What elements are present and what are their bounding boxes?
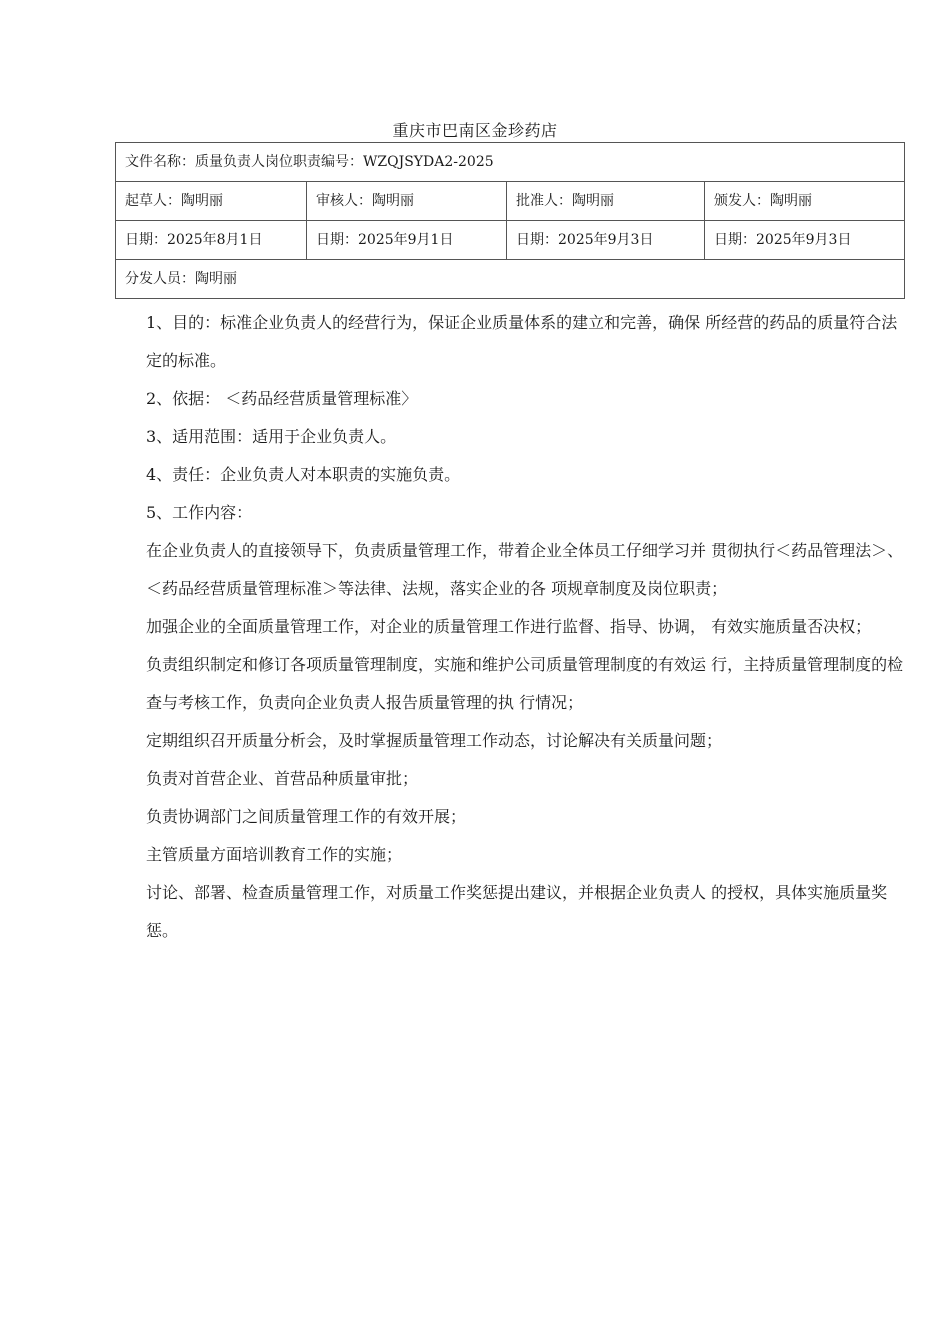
paragraph-responsibility: 4、责任：企业负责人对本职责的实施负责。 bbox=[146, 465, 461, 484]
drafter-cell: 起草人：陶明丽 bbox=[116, 182, 307, 221]
paragraph-work-item: 负责协调部门之间质量管理工作的有效开展； bbox=[146, 807, 467, 826]
paragraph-work-item: 在企业负责人的直接领导下，负责质量管理工作，带着企业全体员工仔细学习并 贯彻执行＜药品管理法＞、＜药品经营质量管理标准＞等法律、法规，落实企业的各 项规章制度及岗位职责； bbox=[146, 541, 904, 598]
table-row bbox=[116, 260, 905, 299]
review-date-cell: 日期：2025年9月1日 bbox=[307, 221, 507, 260]
paragraph-work-item: 主管质量方面培训教育工作的实施； bbox=[146, 845, 403, 864]
issue-date-cell: 日期：2025年9月3日 bbox=[705, 221, 905, 260]
document-title: 重庆市巴南区金珍药店 bbox=[392, 121, 558, 140]
paragraph-work-content-heading: 5、工作内容： bbox=[146, 503, 253, 522]
file-name-cell: 文件名称：质量负责人岗位职责编号：WZQJSYDA2-2025 bbox=[116, 143, 905, 182]
paragraph-work-item: 负责对首营企业、首营品种质量审批； bbox=[146, 769, 419, 788]
approver-cell: 批准人：陶明丽 bbox=[507, 182, 705, 221]
paragraph-work-item: 负责组织制定和修订各项质量管理制度，实施和维护公司质量管理制度的有效运 行，主持质量管理制度的检查与考核工作，负责向企业负责人报告质量管理的执 行情况； bbox=[146, 655, 904, 712]
paragraph-work-item: 定期组织召开质量分析会，及时掌握质量管理工作动态，讨论解决有关质量问题； bbox=[146, 731, 723, 750]
table-row bbox=[116, 221, 905, 260]
paragraph-work-item: 讨论、部署、检查质量管理工作，对质量工作奖惩提出建议，并根据企业负责人 的授权，具体实施质量奖惩。 bbox=[146, 883, 888, 940]
paragraph-purpose: 1、目的：标准企业负责人的经营行为，保证企业质量体系的建立和完善，确保 所经营的药品的质量符合法定的标准。 bbox=[146, 313, 898, 370]
reviewer-cell: 审核人：陶明丽 bbox=[307, 182, 507, 221]
paragraph-basis: 2、依据： ＜药品经营质量管理标准〉 bbox=[146, 389, 418, 408]
issuer-cell: 颁发人：陶明丽 bbox=[705, 182, 905, 221]
document-body bbox=[146, 304, 906, 950]
approve-date-cell: 日期：2025年9月3日 bbox=[507, 221, 705, 260]
distribution-cell: 分发人员：陶明丽 bbox=[116, 260, 905, 299]
table-row bbox=[116, 143, 905, 182]
table-row bbox=[116, 182, 905, 221]
paragraph-scope: 3、适用范围：适用于企业负责人。 bbox=[146, 427, 397, 446]
paragraph-work-item: 加强企业的全面质量管理工作，对企业的质量管理工作进行监督、指导、协调， 有效实施质量否决权； bbox=[146, 617, 872, 636]
draft-date-cell: 日期：2025年8月1日 bbox=[116, 221, 307, 260]
document-info-table bbox=[115, 142, 905, 299]
